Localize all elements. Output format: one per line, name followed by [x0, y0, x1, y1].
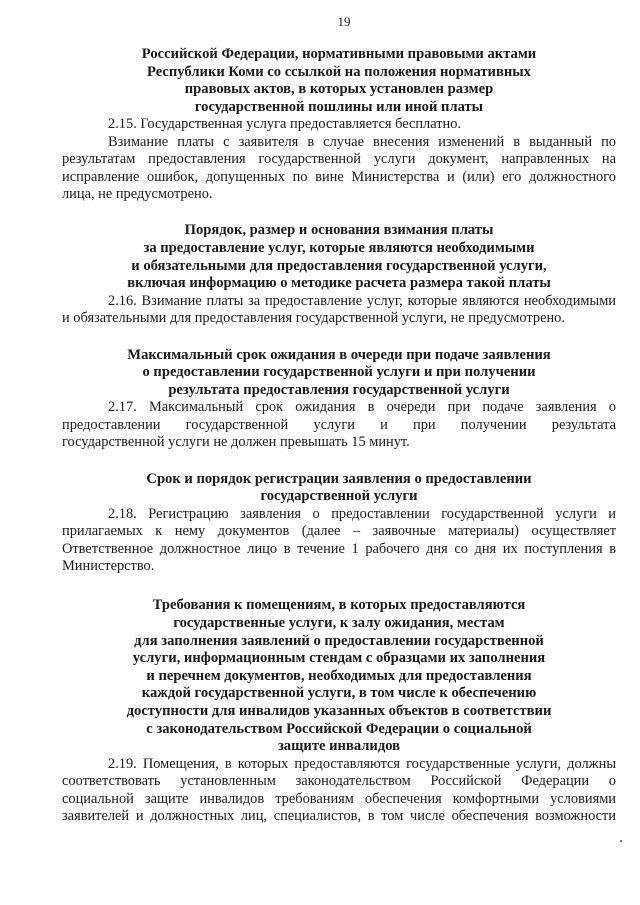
paragraph-line: Министерство. [62, 558, 155, 574]
heading-line: и обязательными для предоставления государственной услуги, [131, 257, 547, 274]
paragraph [62, 134, 616, 204]
heading-line: Российской Федерации, нормативными правовыми актами [141, 46, 537, 62]
paragraph [62, 756, 616, 826]
section-heading [62, 347, 616, 400]
heading-line: за предоставление услуг, которые являются необходимыми [143, 240, 535, 256]
heading-line: доступности для инвалидов указанных объектов в соответствии [126, 702, 552, 719]
paragraph-line: Ответственное должностное лицо в течение 1 рабочего дня со дня их поступления в [62, 540, 616, 557]
paragraph-line: заявителей и должностных лиц, специалистов, в том числе обеспечения возможности [62, 807, 616, 824]
heading-line: правовых актов, в которых установлен размер [184, 81, 494, 98]
heading-line: и перечнем документов, необходимых для предоставления [146, 667, 532, 684]
scan-speck [620, 840, 622, 842]
section-heading [62, 471, 616, 506]
heading-line: государственной услуги [260, 488, 418, 505]
heading-line: каждой государственной услуги, в том числе к обеспечению [141, 685, 537, 702]
heading-line: результата предоставления государственной услуги [168, 381, 510, 398]
paragraph-line: 2.15. Государственная услуга предоставляется бесплатно. [108, 116, 462, 133]
heading-line: Максимальный срок ожидания в очереди при подаче заявления [127, 346, 551, 363]
paragraph-line: соответствовать установленным законодательством Российской Федерации о [62, 773, 616, 790]
heading-line: услуги, информационным стендам с образцами их заполнения [132, 650, 546, 667]
paragraph-line: и обязательными для предоставления государственной услуги, не предусмотрено. [62, 310, 565, 327]
paragraph [62, 399, 616, 451]
section-heading [62, 46, 616, 116]
section-heading [62, 597, 616, 755]
heading-line: Порядок, размер и основания взимания платы [184, 222, 494, 239]
paragraph-line: 2.18. Регистрацию заявления о предоставлении государственной услуги и [108, 505, 616, 522]
heading-line: Республики Коми со ссылкой на положения нормативных [147, 63, 531, 80]
paragraph-line: государственной услуги не должен превышать 15 минут. [62, 434, 410, 451]
heading-line: для заполнения заявлений о предоставлении государственной [134, 632, 544, 649]
paragraph-line: результатам предоставления государственной услуги документ, направленных на [62, 151, 616, 168]
paragraph-line: предоставлении государственной услуги и при получении результата [62, 416, 616, 433]
paragraph [62, 293, 616, 328]
heading-line: с законодательством Российской Федерации о социальной [146, 720, 532, 737]
paragraph-line: социальной защите инвалидов требованиям обеспечения комфортными условиями [62, 790, 616, 807]
paragraph-line: Взимание платы с заявителя в случае внесения изменений в выданный по [108, 133, 616, 150]
page-number: 19 [337, 14, 351, 29]
heading-line: о предоставлении государственной услуги и при получении [142, 364, 536, 381]
paragraph-line: 2.19. Помещения, в которых предоставляются государственные услуги, должны [108, 755, 616, 772]
heading-line: включая информацию о методике расчета размера такой платы [127, 275, 551, 292]
paragraph-line: прилагаемых к нему документов (далее – заявочные материалы) осуществляет [62, 523, 616, 540]
heading-line: защите инвалидов [277, 738, 401, 755]
heading-line: Срок и порядок регистрации заявления о предоставлении [146, 470, 532, 487]
paragraph [62, 116, 616, 133]
paragraph [62, 506, 616, 576]
paragraph-line: лица, не предусмотрено. [62, 186, 213, 202]
heading-line: государственные услуги, к залу ожидания, местам [173, 615, 505, 631]
heading-line: государственной пошлины или иной платы [194, 98, 484, 115]
paragraph-line: исправление ошибок, допущенных по вине Министерства и (или) его должностного [62, 168, 616, 185]
paragraph-line: 2.17. Максимальный срок ожидания в очереди при подаче заявления о [108, 399, 616, 416]
paragraph-line: 2.16. Взимание платы за предоставление услуг, которые являются необходимыми [108, 292, 616, 309]
heading-line: Требования к помещениям, в которых предоставляются [152, 597, 526, 614]
section-heading [62, 222, 616, 292]
